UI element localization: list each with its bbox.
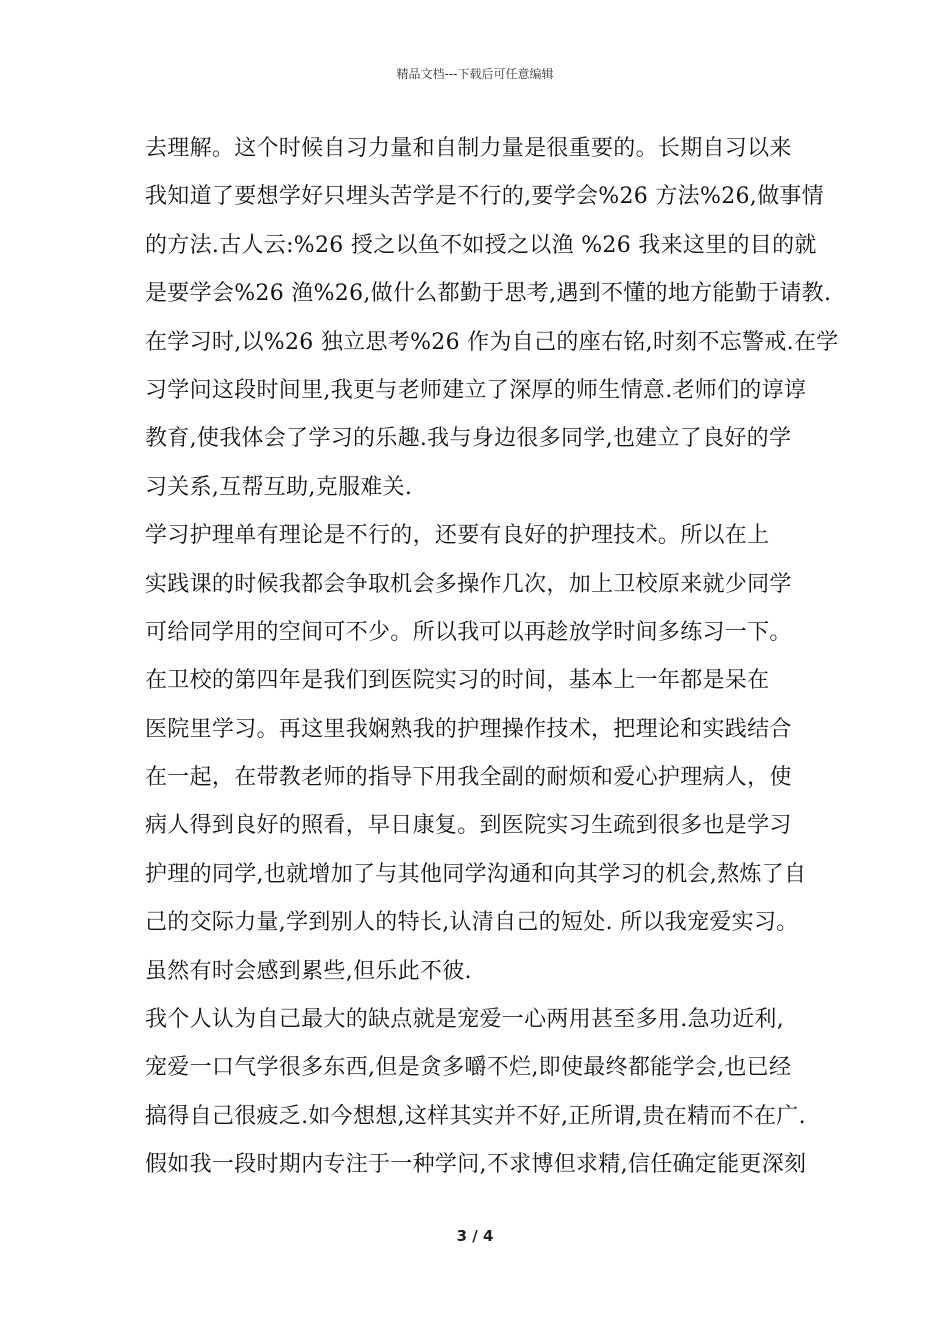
text-line: 假如我一段时期内专注于一种学问,不求博但求精,信任确定能更深刻 xyxy=(145,1152,807,1178)
text-line: 去理解。这个时候自习力量和自制力量是很重要的。长期自习以来 xyxy=(145,136,792,161)
text-line: 在一起，在带教老师的指导下用我全副的耐烦和爱心护理病人，使 xyxy=(145,765,792,791)
text-line: 我个人认为自己最大的缺点就是宠爱一心两用甚至多用.急功近利, xyxy=(145,1007,784,1033)
text-line: 可给同学用的空间可不少。所以我可以再趁放学时间多练习一下。 xyxy=(145,619,792,645)
text-line: 护理的同学,也就增加了与其他同学沟通和向其学习的机会,熬炼了自 xyxy=(145,861,807,887)
text-line: 的方法.古人云:%26 授之以鱼不如授之以渔 %26 我来这里的目的就 xyxy=(145,232,817,258)
text-line: 己的交际力量,学到别人的特长,认清自己的短处. 所以我宠爱实习。 xyxy=(145,910,799,936)
page-number: 3 / 4 xyxy=(456,1227,494,1245)
text-line: 医院里学习。再这里我娴熟我的护理操作技术，把理论和实践结合 xyxy=(145,716,792,742)
document-body xyxy=(145,125,839,1190)
text-line: 实践课的时候我都会争取机会多操作几次，加上卫校原来就少同学 xyxy=(145,571,792,597)
text-line: 教育,使我体会了学习的乐趣.我与身边很多同学,也建立了良好的学 xyxy=(145,426,792,452)
text-line: 在卫校的第四年是我们到医院实习的时间，基本上一年都是呆在 xyxy=(145,668,770,694)
text-line: 在学习时,以%26 独立思考%26 作为自己的座右铭,时刻不忘警戒.在学 xyxy=(145,329,839,355)
text-line: 我知道了要想学好只埋头苦学是不行的,要学会%26 方法%26,做事情 xyxy=(145,184,824,210)
text-line: 习学问这段时间里,我更与老师建立了深厚的师生情意.老师们的谆谆 xyxy=(145,377,807,403)
text-line: 病人得到良好的照看，早日康复。到医院实习生疏到很多也是学习 xyxy=(145,813,792,839)
text-line: 是要学会%26 渔%26,做什么都勤于思考,遇到不懂的地方能勤于请教. xyxy=(145,281,832,307)
text-line: 习关系,互帮互助,克服难关. xyxy=(145,474,413,500)
text-line: 虽然有时会感到累些,但乐此不彼. xyxy=(145,958,472,984)
text-line: 搞得自己很疲乏.如今想想,这样其实并不好,正所谓,贵在精而不在广. xyxy=(145,1103,806,1129)
page-header: 精品文档---下载后可任意编辑 xyxy=(396,67,554,81)
text-line: 学习护理单有理论是不行的，还要有良好的护理技术。所以在上 xyxy=(145,523,770,549)
text-line: 宠爱一口气学很多东西,但是贪多嚼不烂,即使最终都能学会,也已经 xyxy=(145,1055,792,1081)
